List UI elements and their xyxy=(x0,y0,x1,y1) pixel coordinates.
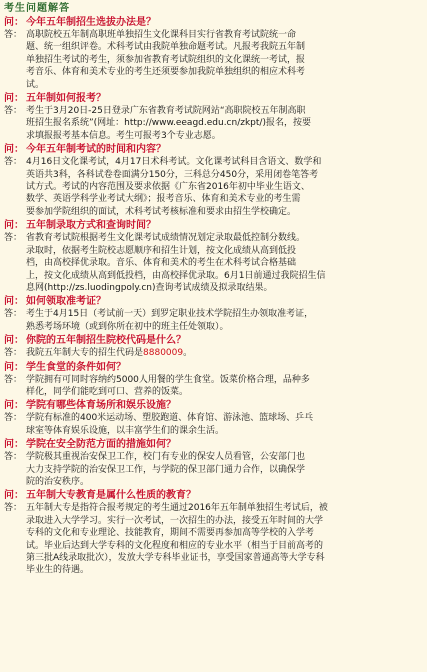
question-admission-method xyxy=(4,219,423,232)
answer-label: 答： xyxy=(4,157,23,168)
question-text: 学院有哪些体育场所和娱乐设施？ xyxy=(26,400,176,412)
answer-how-to-apply xyxy=(4,105,423,142)
question-text: 五年制如何报考？ xyxy=(26,93,106,105)
question-label: 问： xyxy=(4,361,24,373)
question-label: 问： xyxy=(4,17,24,28)
answer-label: 答： xyxy=(4,309,23,320)
answer-text: 高职院校五年制高职班单独招生文化课科目实行省教育考试院统一命 题、统一组织评卷。术科考试由我院单独命题考试。凡报考我院五年制 单独招生考试的考生，须参加省教育考试院组织的文化课统一考试，报 考音乐、体育和美术专业的考生还须要参加我院单独组织的相应术科考 试。 xyxy=(26,30,306,90)
question-text: 学院在安全防范方面的措施如何？ xyxy=(26,439,176,451)
answer-security xyxy=(4,451,423,488)
answer-education-nature xyxy=(4,502,423,576)
answer-suffix: 。 xyxy=(183,348,193,359)
answer-label: 答： xyxy=(4,374,23,385)
answer-text: 学院极其重视治安保卫工作，校门有专业的保安人员看管，公安部门也 大力支持学院的治安保卫工作，与学院的保卫部门通力合作，以确保学 院的治安秩序。 xyxy=(26,452,306,487)
answer-text: 学院有标准的400米运动场、塑胶跑道、体育馆、游泳池、篮球场、乒乓 球室等体育娱乐设施，以丰富学生们的课余生活。 xyxy=(26,413,314,436)
question-label: 问： xyxy=(4,93,24,105)
question-label: 问： xyxy=(4,220,24,232)
question-canteen xyxy=(4,361,423,374)
question-label: 问： xyxy=(4,296,24,308)
page-title: 考生问题解答 xyxy=(4,3,70,14)
answer-text: 考生于3月20日-25日登录广东省教育考试院网站“高职院校五年制高职 班招生报名系统”(网址：http://www.eeagd.edu.cn/zkpt/)报名，按要 求填报报考基本信息。考生可报考3个专业志愿。 xyxy=(26,106,311,141)
question-label: 问： xyxy=(4,490,24,502)
answer-admission-ticket xyxy=(4,308,423,333)
answer-admission-method xyxy=(4,232,423,294)
answer-text: 考生于4月15日（考试前一天）到罗定职业技术学院招生办领取准考证， 熟悉考场环境（或到你所在初中的班主任处领取）。 xyxy=(26,309,314,332)
question-school-code xyxy=(4,334,423,347)
answer-text: 省教育考试院根据考生文化课考试成绩情况划定录取最低控制分数线。 录取时，依据考生院校志愿顺序和招生计划，按文化成绩从高到低投 档，由高校择优录取。音乐、体育和美术的考生在术科考试合格基础 上，按文化成绩从高到低投档，由高校择优录取。6月1日前通过我院招生信 息网(http://zs.luodingpoly.cn)查询考试成绩及拟录取结果。 xyxy=(26,233,326,293)
question-text: 你院的五年制招生院校代码是什么？ xyxy=(26,335,186,347)
question-label: 问： xyxy=(4,335,24,347)
answer-exam-time-content xyxy=(4,156,423,218)
question-text: 五年制大专教育是属什么性质的教育？ xyxy=(26,490,196,502)
question-label: 问： xyxy=(4,439,24,451)
answer-label: 答： xyxy=(4,452,23,463)
question-text: 今年五年制招生选拔办法是？ xyxy=(26,17,156,28)
school-code-value: 8880009 xyxy=(143,348,184,359)
answer-prefix: 我院五年制大专的招生代码是 xyxy=(26,348,144,359)
answer-label: 答： xyxy=(4,30,23,40)
answer-label: 答： xyxy=(4,233,23,244)
answer-text: 4月16日文化课考试，4月17日术科考试。文化课考试科目含语文、数学和 英语共3科，各科试卷卷面满分150分，三科总分450分，采用闭卷笔答考 试方式。考试的内容范围及要求依据《广东省2016年初中毕业生语文、 数学、英语学科学业考试大纲》；报考音乐、体育和美术专业的考生需 要参加学院组织的面试，术科考试考核标准和要求由招生学校确定。 xyxy=(26,157,322,217)
question-admission-ticket xyxy=(4,295,423,308)
question-text: 学生食堂的条件如何？ xyxy=(26,361,126,373)
question-security xyxy=(4,438,423,451)
answer-canteen xyxy=(4,374,423,399)
answer-label: 答： xyxy=(4,348,23,359)
answer-selection-method xyxy=(4,29,423,91)
question-label: 问： xyxy=(4,400,24,412)
answer-label: 答： xyxy=(4,413,23,424)
question-text: 如何领取准考证？ xyxy=(26,296,106,308)
question-how-to-apply xyxy=(4,92,423,105)
answer-label: 答： xyxy=(4,503,23,514)
answer-text xyxy=(26,347,423,359)
answer-label: 答： xyxy=(4,106,23,117)
question-sports-facilities xyxy=(4,399,423,412)
answer-text: 学院拥有可同时容纳约5000人用餐的学生食堂。饭菜价格合理，品种多 样化，同学们能吃到可口、营养的饭菜。 xyxy=(26,374,310,397)
answer-text: 五年制大专是指符合报考规定的考生通过2016年五年制单独招生考试后，被 录取进入大学学习。实行一次考试，一次招生的办法，接受五年时间的大学 专科的文化和专业理论、技能教育，期间不需要再参加高等学校的入学考 试。毕业后达到大学专科的文化程度和相应的专业水平（相当于目前高考的 第三批A线录取批次），发放大学专科毕业证书，享受国家普通高等大学专科 毕业生的待遇。 xyxy=(26,503,328,576)
question-exam-time-content xyxy=(4,143,423,156)
question-text: 五年制录取方式和查询时间？ xyxy=(26,220,156,232)
answer-sports-facilities xyxy=(4,412,423,437)
answer-school-code xyxy=(4,347,423,359)
question-education-nature xyxy=(4,489,423,502)
question-selection-method xyxy=(4,16,423,29)
question-label: 问： xyxy=(4,144,24,156)
question-text: 今年五年制考试的时间和内容？ xyxy=(26,144,166,156)
